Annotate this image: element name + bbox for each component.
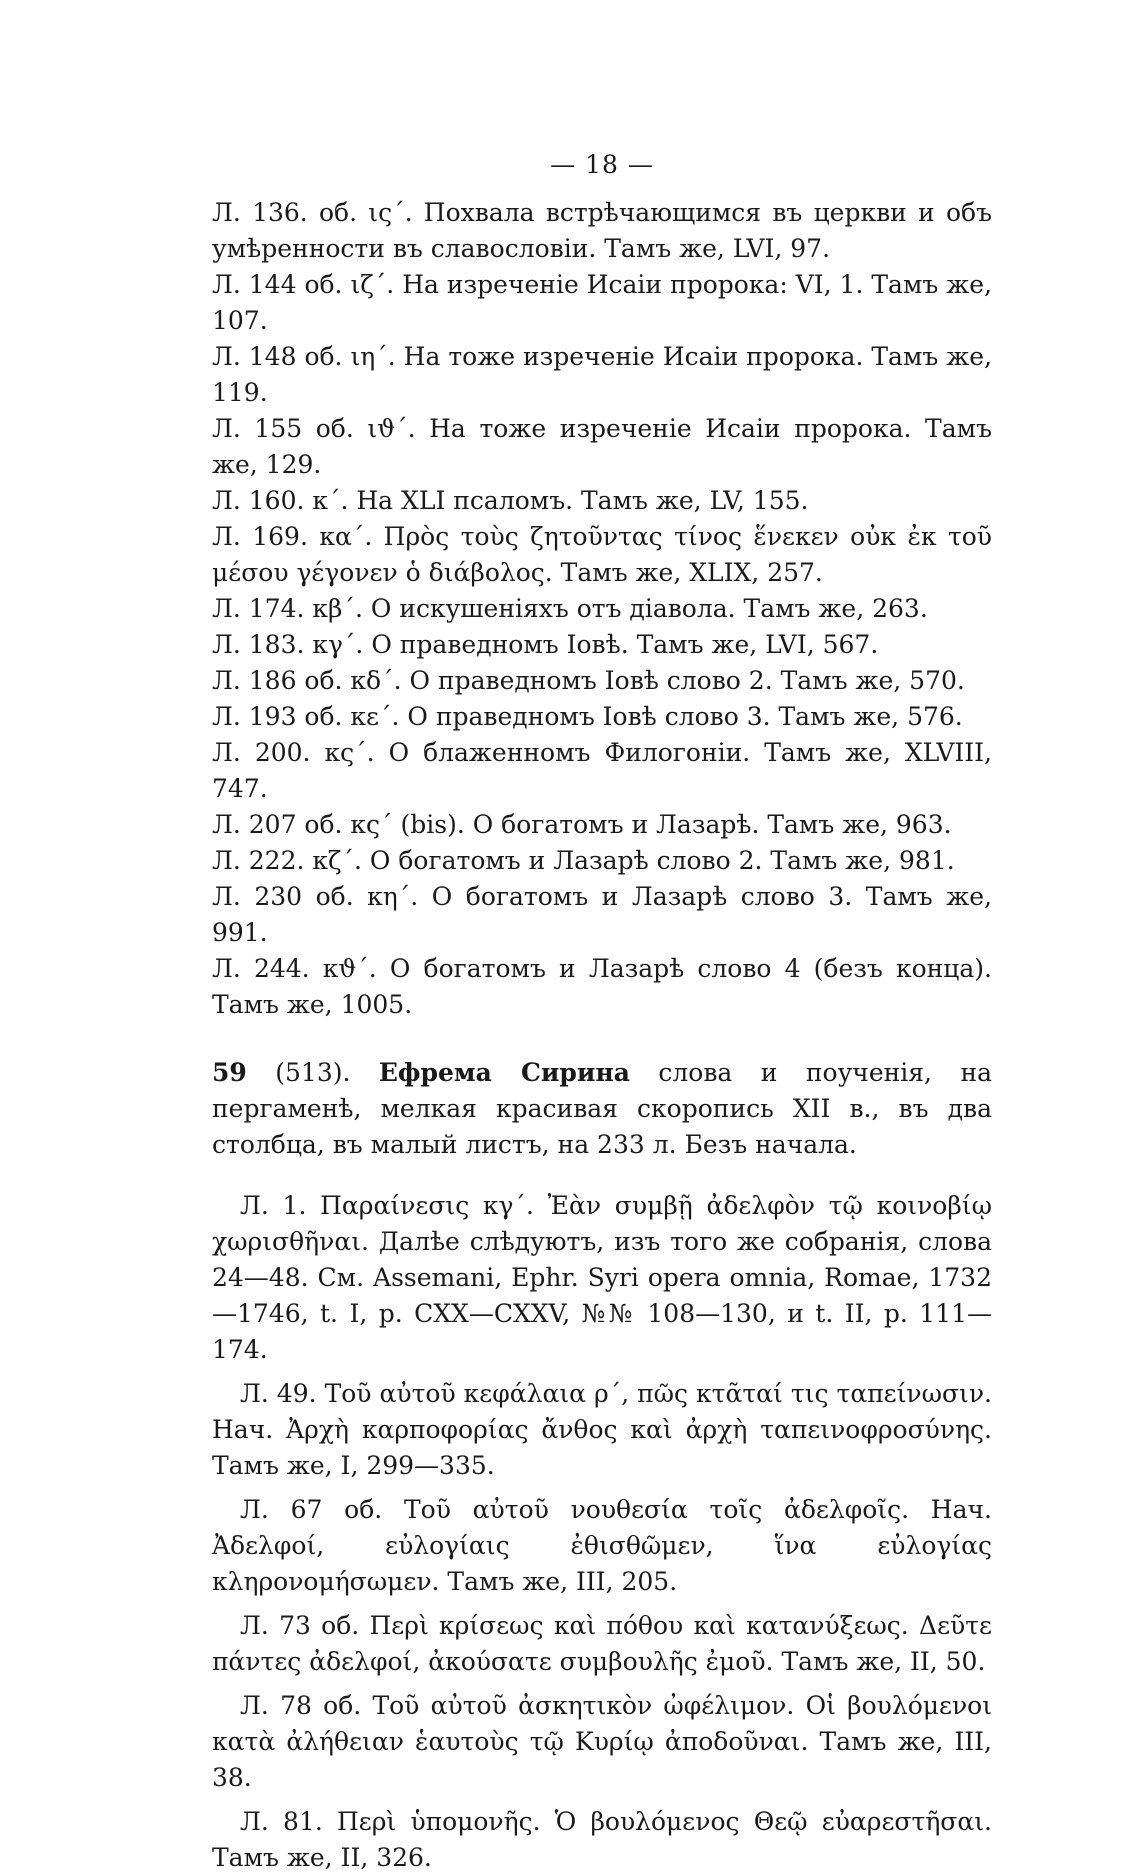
entry-7: Л. 174. κβ΄. О искушеніяхъ отъ діавола. Тамъ же, 263. [212,594,928,623]
page-number: — 18 — [550,150,654,179]
entry-list [212,195,992,1023]
paragraph-1: Л. 1. Παραίνεσις κγ΄. Ἐὰν συμβῇ ἀδελφὸν τῷ κοινοβίῳ χωρισθῆναι. Далѣе слѣдуютъ, изъ того же собранія, слова 24—48. См. Assemani, Ephr. Syri opera omnia, Romae, 1732—1746, t. I, p. CXX—CXXV, №№ 108—130, и t. II, p. 111—174. [212,1191,992,1364]
section-heading [212,1055,992,1163]
entry-13: Л. 222. κζ΄. О богатомъ и Лазарѣ слово 2. Тамъ же, 981. [212,846,955,875]
entry-8: Л. 183. κγ΄. О праведномъ Іовѣ. Тамъ же, LVI, 567. [212,630,879,659]
section-number-paren: (513). [275,1058,351,1087]
entry-2: Л. 144 об. ιζ΄. На изреченіе Исаіи пророка: VI, 1. Тамъ же, 107. [212,270,992,335]
paragraph-4: Л. 73 об. Περὶ κρίσεως καὶ πόθου καὶ κατανύξεως. Δεῦτε πάντες ἀδελφοί, ἀκούσατε συμβουλῆς ἐμοῦ. Тамъ же, II, 50. [212,1611,992,1676]
entry-4: Л. 155 об. ιϑ΄. На тоже изреченіе Исаіи пророка. Тамъ же, 129. [212,414,992,479]
section-number: 59 [212,1058,247,1087]
document-page [212,150,992,1876]
entry-6: Л. 169. κα΄. Πρὸς τοὺς ζητοῦντας τίνος ἕνεκεν οὐκ ἐκ τοῦ μέσου γέγονεν ὁ διάβολος. Тамъ же, XLIX, 257. [212,522,992,587]
paragraph-5: Л. 78 об. Τοῦ αὐτοῦ ἀσκητικὸν ὠφέλιμον. Οἱ βουλόμενοι κατὰ ἀλήθειαν ἑαυτοὺς τῷ Κυρίῳ ἀποδοῦναι. Тамъ же, III, 38. [212,1691,992,1792]
entry-11: Л. 200. κς΄. О блаженномъ Филогоніи. Тамъ же, XLVIII, 747. [212,738,992,803]
entry-1: Л. 136. об. ις΄. Похвала встрѣчающимся въ церкви и объ умѣренности въ славословіи. Тамъ же, LVI, 97. [212,198,992,263]
paragraph-2: Л. 49. Τοῦ αὐτοῦ κεφάλαια ρ΄, πῶς κτᾶταί τις ταπείνωσιν. Нач. Ἀρχὴ καρποφορίας ἄνθος καὶ ἀρχὴ ταπεινοφροσύνης. Тамъ же, I, 299—335. [212,1379,992,1480]
paragraph-6: Л. 81. Περὶ ὑπομονῆς. Ὁ βουλόμενος Θεῷ εὐαρεστῆσαι. Тамъ же, II, 326. [212,1807,992,1872]
entry-15: Л. 244. κϑ΄. О богатомъ и Лазарѣ слово 4 (безъ конца). Тамъ же, 1005. [212,954,992,1019]
section-description: слова и поученія, на пергаменѣ, мелкая красивая скоропись XII в., въ два столбца, въ малый листъ, на 233 л. Безъ начала. [212,1058,993,1159]
entry-14: Л. 230 об. κη΄. О богатомъ и Лазарѣ слово 3. Тамъ же, 991. [212,882,992,947]
entry-9: Л. 186 об. κδ΄. О праведномъ Іовѣ слово 2. Тамъ же, 570. [212,666,965,695]
entry-12: Л. 207 об. κς΄ (bis). О богатомъ и Лазарѣ. Тамъ же, 963. [212,810,952,839]
entry-5: Л. 160. κ΄. На XLI псаломъ. Тамъ же, LV, 155. [212,486,809,515]
section-author: Ефрема Сирина [378,1058,630,1087]
entry-3: Л. 148 об. ιη΄. На тоже изреченіе Исаіи пророка. Тамъ же, 119. [212,342,992,407]
entry-10: Л. 193 об. κε΄. О праведномъ Іовѣ слово 3. Тамъ же, 576. [212,702,963,731]
paragraph-3: Л. 67 об. Τοῦ αὐτοῦ νουθεσία τοῖς ἀδελφοῖς. Нач. Ἀδελφοί, εὐλογίαις ἐθισθῶμεν, ἵνα εὐλογίας κληρονομήσωμεν. Тамъ же, III, 205. [212,1495,992,1596]
